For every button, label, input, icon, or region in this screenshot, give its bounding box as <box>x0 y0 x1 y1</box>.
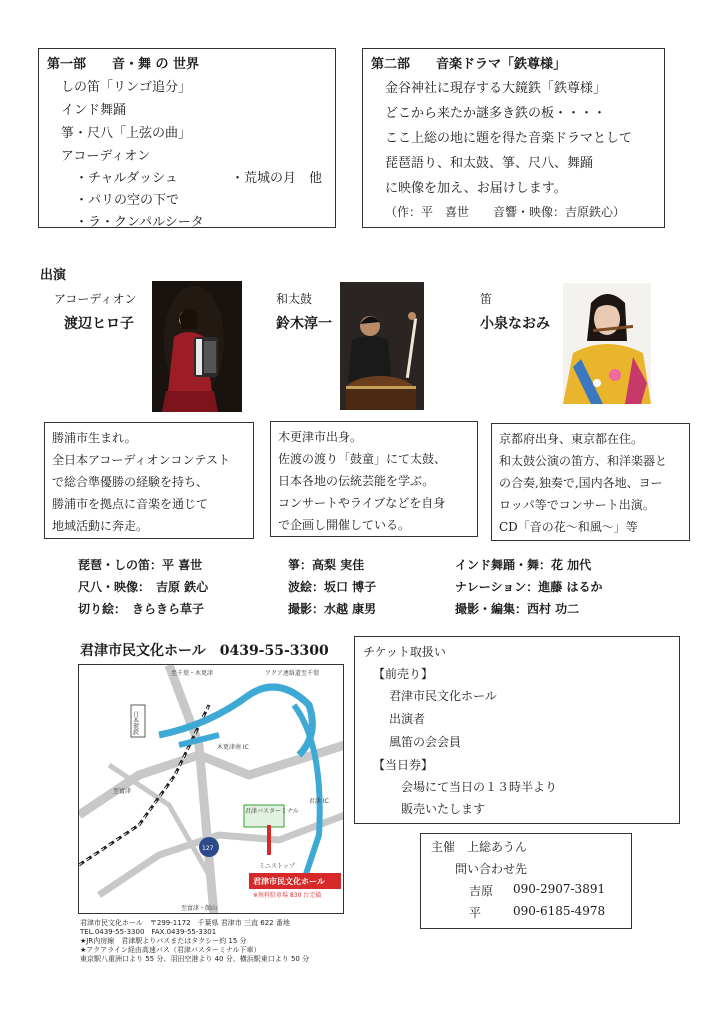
map-label-kimitsu-ic: 君津 IC <box>309 798 329 805</box>
bio-line: で総合準優勝の経験を持ち、 <box>52 475 209 489</box>
map-label-north: 至千葉・木更津 <box>171 670 214 677</box>
part1-heading: 第一部 音・舞 の 世界 <box>47 57 200 72</box>
map-label-bus: 君津バスターミナル <box>245 808 299 815</box>
performer-role: アコーディオン <box>54 292 137 306</box>
credit-entry: 撮影・編集：西村 功二 <box>455 602 580 616</box>
address-line: 君津市民文化ホール 〒299-1172 千葉県 君津市 三直 622 番地 <box>80 919 290 927</box>
venue-name-phone: 君津市民文化ホール 0439-55-3300 <box>80 643 329 659</box>
bio-line: 日本各地の伝統芸能を学ぶ。 <box>278 474 435 488</box>
contact-label: 問い合わせ先 <box>455 862 528 876</box>
contact-phone: 090-2907-3891 <box>513 882 606 896</box>
map-label-tateyama: 至富津・館山 <box>181 905 218 912</box>
credit-entry: 波絵：坂口 博子 <box>288 580 377 594</box>
credit-entry: 琵琶・しの笛：平 喜世 <box>78 558 203 572</box>
map-parking-label: ※無料駐車場 830 台完備 <box>253 892 322 899</box>
part2-line: ここ上総の地に題を得た音楽ドラマとして <box>385 131 633 146</box>
part1-sub-item: ・パリの空の下で <box>75 193 180 208</box>
contact-name: 吉原 <box>469 884 494 898</box>
map-label-aqua: アクア連絡道 <box>265 670 301 677</box>
performer-role: 笛 <box>480 292 493 306</box>
bio-line: 勝浦市を拠点に音楽を通じて <box>52 497 209 511</box>
flute-player-photo <box>563 283 651 404</box>
tickets-heading: チケット取扱い <box>363 645 446 659</box>
credit-entry: インド舞踊・舞：花 加代 <box>455 558 592 572</box>
credit-entry: 切り絵： きらきら草子 <box>78 602 205 616</box>
bio-line: コンサートやライブなどを自身 <box>278 496 446 510</box>
credit-entry: 箏：高梨 実佳 <box>288 558 365 572</box>
part1-box <box>38 48 336 228</box>
part1-sub-item: ・ラ・クンパルシータ <box>75 215 204 230</box>
contact-phone: 090-6185-4978 <box>513 904 606 918</box>
performer-name: 渡辺ヒロ子 <box>64 316 134 332</box>
performers-label: 出演 <box>40 268 67 283</box>
part1-line: 箏・尺八「上弦の曲」 <box>61 126 192 141</box>
performer-role: 和太鼓 <box>276 292 313 306</box>
tickets-box <box>354 636 680 824</box>
presale-item: 出演者 <box>389 712 426 726</box>
performer-name: 鈴木淳一 <box>276 316 332 332</box>
map-label-futtsu: 至富津 <box>113 788 132 795</box>
sameday-line: 会場にて当日の１３時半より <box>401 780 558 794</box>
bio-line: で企画し開催している。 <box>278 518 411 532</box>
organizer-box <box>420 833 632 929</box>
bio-line: 勝浦市生まれ。 <box>52 431 137 445</box>
bio-line: 地域活動に奔走。 <box>52 519 149 533</box>
taiko-drummer-photo <box>340 282 424 410</box>
credit-entry: ナレーション：進藤 はるか <box>455 580 603 594</box>
bio-line: 木更津市出身。 <box>278 430 363 444</box>
presale-item: 君津市民文化ホール <box>389 689 497 703</box>
bio-line: ロッパ等でコンサート出演。 <box>499 498 655 512</box>
address-line: TEL.0439-55-3300 FAX.0439-55-3301 <box>80 928 217 936</box>
bio-line: の合奏,独奏で,国内各地、ヨー <box>499 476 663 490</box>
address-line: 東京駅八重洲口より 55 分、羽田空港より 40 分、横浜駅東口より 50 分 <box>80 955 310 963</box>
part1-line: しの笛「リンゴ追分」 <box>61 80 192 95</box>
performer-name: 小泉なおみ <box>480 316 550 332</box>
part1-sub-item: ・チャルダッシュ <box>75 171 178 186</box>
part2-line: に映像を加え、お届けします。 <box>385 181 567 196</box>
bio-line: CD「音の花～和風～」等 <box>499 520 638 534</box>
part2-line: どこから来たか謎多き鉄の板・・・・ <box>385 106 607 121</box>
address-line: ★アクアライン経由高速バス（君津バスターミナル下車） <box>80 946 261 954</box>
access-map <box>78 664 344 914</box>
part2-credit: （作：平 喜世 音響・映像：吉原鉄心） <box>385 205 626 219</box>
presale-item: 風笛の会会員 <box>389 735 462 749</box>
map-hall-label: 君津市民文化ホール <box>253 877 325 886</box>
svg-text:日本製鉄: 日本製鉄 <box>131 711 139 735</box>
organizer-host: 主催 上総あうん <box>431 840 528 854</box>
bio-box-accordion <box>44 422 254 539</box>
bio-line: 佐渡の渡り「鼓童」にて太鼓、 <box>278 452 447 466</box>
bio-line: 全日本アコーディオンコンテスト <box>52 453 230 467</box>
part2-line: 琵琶語り、和太鼓、箏、尺八、舞踊 <box>385 156 594 171</box>
credit-entry: 尺八・映像： 吉原 鉄心 <box>78 580 209 594</box>
contact-name: 平 <box>469 906 482 920</box>
map-route-127: 127 <box>202 845 214 852</box>
accordion-player-photo <box>152 281 242 412</box>
map-label-kisarazu-ic: 木更津南 IC <box>217 744 249 751</box>
part1-line: インド舞踊 <box>61 103 127 118</box>
part2-line: 金谷神社に現存する大鏡鉄「鉄尊様」 <box>385 81 607 96</box>
sameday-line: 販売いたします <box>401 802 486 816</box>
part1-sub-right: ・荒城の月 他 <box>231 171 323 186</box>
bio-box-flute <box>491 423 690 541</box>
map-label-ministop: ミニストップ <box>259 863 295 870</box>
bio-box-taiko <box>270 421 478 537</box>
bio-line: 和太鼓公演の笛方、和洋楽器と <box>499 454 668 468</box>
part2-box <box>362 48 665 228</box>
presale-label: 【前売り】 <box>373 667 434 681</box>
map-label-chiba: 至千葉 <box>301 670 320 677</box>
credit-entry: 撮影：水越 康男 <box>288 602 377 616</box>
address-line: ★JR内房線 君津駅よりバスまたはタクシー約 15 分 <box>80 937 247 945</box>
sameday-label: 【当日券】 <box>373 758 434 772</box>
part2-heading: 第二部 音楽ドラマ「鉄尊様」 <box>371 57 567 72</box>
part1-line: アコーディオン <box>61 149 151 164</box>
bio-line: 京都府出身、東京都在住。 <box>499 432 644 446</box>
